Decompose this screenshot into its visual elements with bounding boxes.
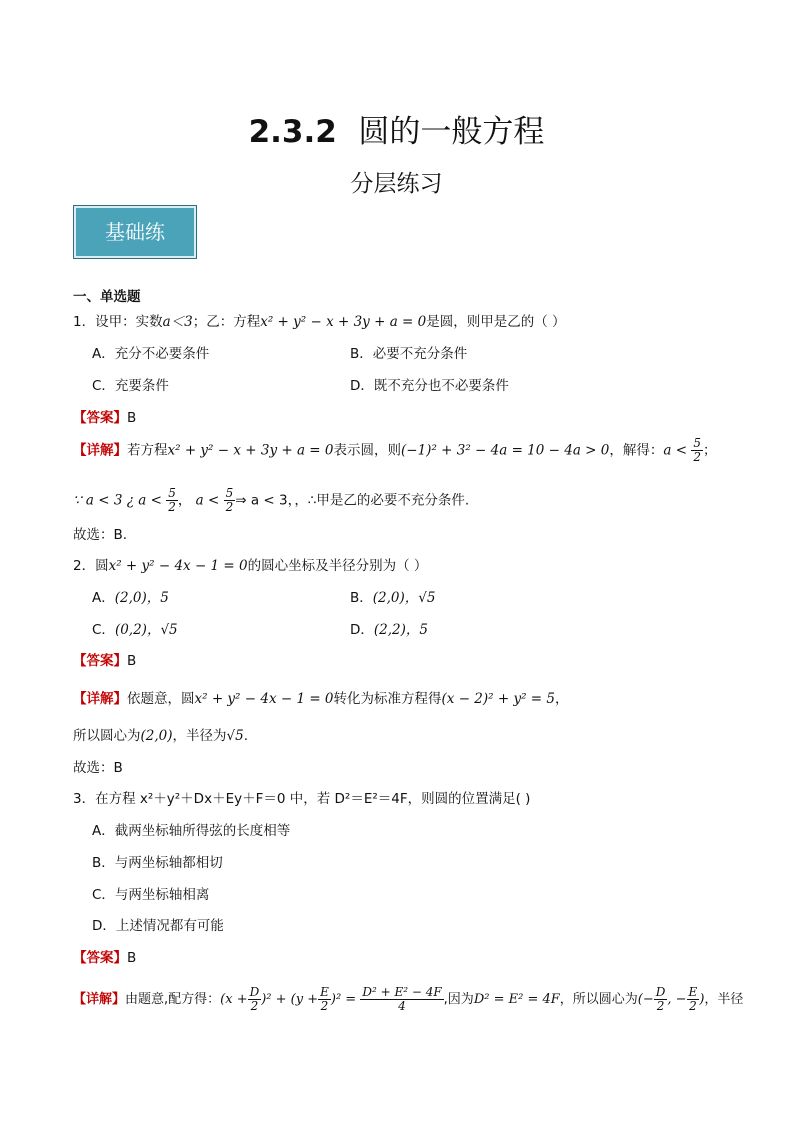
q1-eq: x² + y² − x + 3y + a = 0: [260, 314, 427, 330]
q3-d1-i: , −: [667, 992, 687, 1007]
q2-d2-d: √5: [226, 728, 244, 744]
frac-num: 5: [225, 486, 234, 500]
page-title: [0, 106, 793, 151]
q1-detail-tag: 【详解】: [73, 442, 127, 459]
q1-answer-tag: 【答案】: [73, 410, 127, 426]
q3-d1-g: ，所以圆心为: [559, 992, 638, 1007]
q1-choose: 故选：B.: [73, 527, 128, 543]
q2-option-c: [92, 621, 178, 639]
q2-opt-a-label: A．: [92, 590, 115, 606]
q2-eq: x² + y² − 4x − 1 = 0: [108, 558, 248, 574]
title-number: 2.3.2: [248, 114, 337, 150]
title-text: 圆的一般方程: [358, 114, 545, 150]
frac-num: 5: [168, 486, 176, 500]
q3-option-d: D．上述情况都有可能: [92, 918, 224, 934]
page-subtitle: 分层练习: [350, 171, 443, 197]
q1-d2-a: ∵ a < 3 ¿: [73, 492, 134, 509]
frac-den: 2: [168, 500, 176, 514]
q1-d1-c: (−1)² + 3² − 4a = 10 − 4a > 0: [401, 442, 610, 459]
q2-d2-b: (2,0): [140, 728, 173, 744]
q3-option-c: C．与两坐标轴相离: [92, 887, 210, 903]
q2-choose: 故选：B: [73, 760, 123, 776]
q3-d1-j: ): [699, 992, 705, 1007]
q2-opt-d-value: (2,2)，5: [373, 622, 428, 638]
q2-detail-line2: [73, 727, 248, 745]
q3-d1-b: (x +: [220, 992, 248, 1007]
q2-d1-c: (x − 2)² + y² = 5: [441, 691, 555, 707]
q1-stem: [73, 313, 566, 331]
q3-d1-h: (−: [637, 992, 654, 1007]
q3-stem: 3．在方程 x²＋y²＋Dx＋Ey＋F＝0 中，若 D²＝E²＝4F，则圆的位置满足( ): [73, 791, 531, 807]
q3-frac-e: [318, 986, 331, 1013]
q2-option-d: [350, 621, 428, 639]
frac-den: 2: [250, 999, 259, 1013]
q1-d2-e: ⇒ a < 3，，∴甲是乙的必要不充分条件.: [235, 492, 470, 509]
frac-den: 2: [225, 500, 234, 514]
frac-num: 5: [693, 436, 701, 450]
q3-option-a: A．截两坐标轴所得弦的长度相等: [92, 823, 291, 839]
q2-stem: [73, 557, 427, 575]
level-tag: 基础练: [73, 205, 197, 259]
frac-num: D: [655, 985, 666, 999]
q2-d1-eq: x² + y² − 4x − 1 = 0: [194, 691, 334, 707]
q1-stem-a: 1．设甲：实数: [73, 314, 163, 330]
q2-stem-b: 的圆心坐标及半径分别为（ ）: [247, 558, 428, 574]
q1-d1-b: 表示圆，则: [333, 442, 402, 459]
q1-d2-d: a <: [195, 492, 220, 509]
q2-d2-c: ，半径为: [172, 728, 227, 744]
q3-d1-d: )² =: [330, 992, 357, 1007]
q1-d2-c: ，: [177, 492, 192, 509]
q3-d1-a: 由题意,配方得：: [125, 992, 221, 1007]
frac-den: 2: [320, 999, 329, 1013]
q1-detail-line1: [73, 437, 716, 464]
q2-d2-a: 所以圆心为: [73, 728, 141, 744]
q3-frac-cx: [654, 986, 668, 1013]
q1-cond: a＜3: [162, 314, 193, 330]
q1-d1-frac: [691, 437, 703, 464]
frac-den: 2: [689, 999, 697, 1013]
q1-d2-frac2: [224, 487, 236, 514]
q2-answer-tag: 【答案】: [73, 653, 127, 669]
q1-stem-b: ；乙：方程: [192, 314, 261, 330]
q1-d1-e: a <: [663, 442, 688, 459]
q2-detail-line1: [73, 690, 569, 708]
frac-num: E: [688, 985, 698, 999]
q1-option-c: C．充要条件: [92, 378, 169, 394]
q3-answer-tag: 【答案】: [73, 950, 127, 966]
q3-detail-line1: [73, 986, 743, 1013]
q3-option-b: B．与两坐标轴都相切: [92, 855, 223, 871]
q1-option-b: B．必要不充分条件: [350, 346, 468, 362]
q2-opt-c-label: C．: [92, 622, 115, 638]
q2-d1-d: ，: [555, 691, 569, 707]
q1-stem-c: 是圆，则甲是乙的（ ）: [426, 314, 566, 330]
q2-opt-b-value: (2,0)，√5: [372, 590, 436, 606]
q2-d2-e: .: [243, 728, 249, 744]
q2-answer-value: B: [127, 653, 137, 669]
q2-opt-d-label: D．: [350, 622, 374, 638]
q2-opt-b-label: B．: [350, 590, 373, 606]
frac-num: E: [320, 985, 329, 999]
q3-detail-tag: 【详解】: [73, 992, 126, 1007]
q3-frac-main: [360, 986, 443, 1013]
q1-d1-f: ；: [702, 442, 717, 459]
q3-answer: [73, 949, 136, 967]
q1-d1-d: ，解得：: [609, 442, 664, 459]
q3-frac-cy: [687, 986, 700, 1013]
q2-d1-b: 转化为标准方程得: [333, 691, 442, 707]
frac-num: D² + E² − 4F: [362, 985, 442, 999]
q2-option-a: [92, 589, 169, 607]
frac-den: 4: [398, 999, 406, 1013]
q1-option-d: D．既不充分也不必要条件: [350, 378, 509, 394]
q2-answer: [73, 652, 136, 670]
q1-d2-frac1: [166, 487, 178, 514]
q2-opt-c-value: (0,2)，√5: [114, 622, 178, 638]
q1-d2-b: a <: [138, 492, 162, 509]
frac-den: 2: [656, 999, 665, 1013]
q2-opt-a-value: (2,0)，5: [114, 590, 169, 606]
q2-stem-a: 2．圆: [73, 558, 109, 574]
q1-answer: [73, 409, 136, 427]
q1-d1-a: 若方程: [127, 442, 168, 459]
frac-den: 2: [693, 450, 701, 464]
q1-d1-eq: x² + y² − x + 3y + a = 0: [167, 442, 334, 459]
q3-d1-e: ,因为: [443, 992, 474, 1007]
q1-option-a: A．充分不必要条件: [92, 346, 210, 362]
q3-d1-k: ，半径: [704, 992, 744, 1007]
q3-d1-f: D² = E² = 4F: [473, 992, 560, 1007]
q1-answer-value: B: [127, 410, 137, 426]
q2-d1-a: 依题意，圆: [127, 691, 195, 707]
q2-option-b: [350, 589, 435, 607]
section-heading: 一、单选题: [73, 289, 141, 305]
q3-d1-c: )² + (y +: [261, 992, 319, 1007]
frac-num: D: [249, 985, 260, 999]
q1-detail-line2: [73, 487, 469, 514]
q2-detail-tag: 【详解】: [73, 691, 127, 707]
q3-answer-value: B: [127, 950, 137, 966]
q3-frac-d: [248, 986, 262, 1013]
